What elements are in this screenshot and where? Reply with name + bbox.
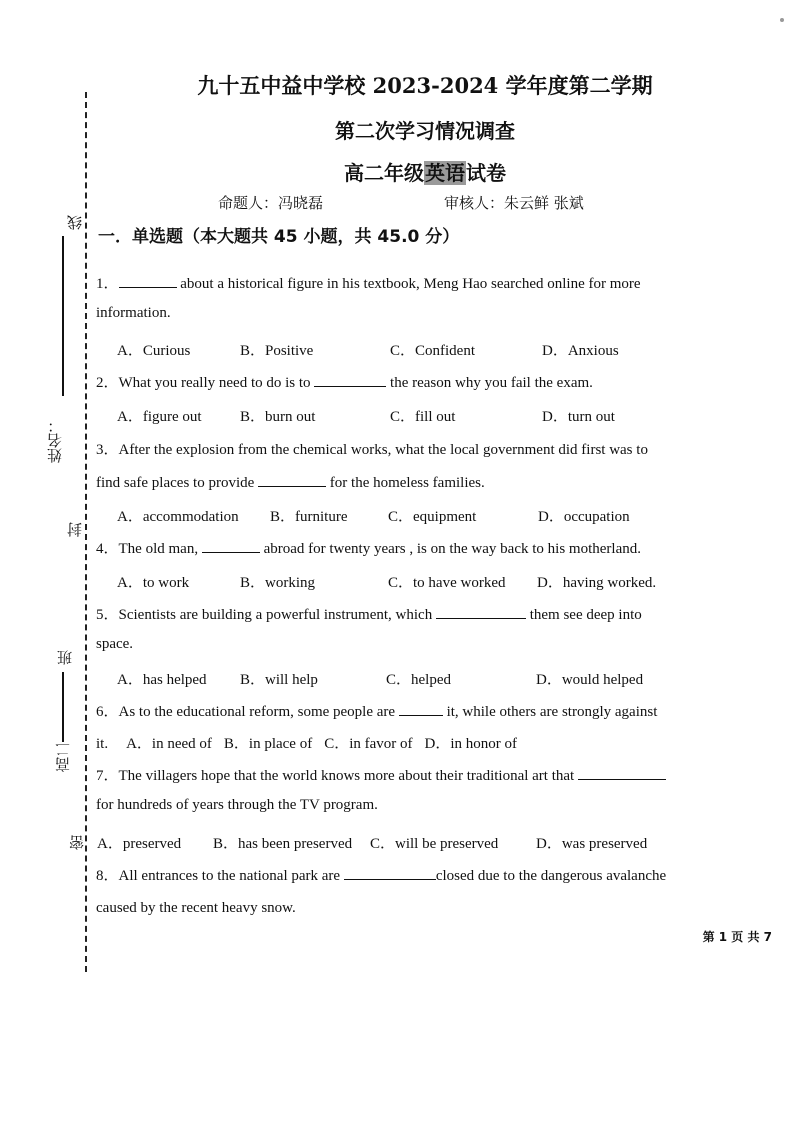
margin-label-name: 姓名： xyxy=(46,418,64,463)
answer-blank xyxy=(202,538,260,553)
answer-blank xyxy=(436,604,526,619)
question-5-cont: space. xyxy=(96,636,134,652)
exam-title xyxy=(0,157,794,186)
question-6-cont: it. A．in need of B．in place of C．in favor of D．in honor of xyxy=(96,736,518,752)
q4-option-d: D．having worked. xyxy=(537,575,657,591)
margin-label-mi: 密 xyxy=(68,835,86,850)
margin-label-xian: 线 xyxy=(66,215,84,230)
q2-option-d: D．turn out xyxy=(542,409,615,425)
answer-blank xyxy=(314,372,386,387)
margin-label-feng: 封 xyxy=(66,522,84,537)
setter: 命题人：冯晓磊 xyxy=(218,194,324,212)
q5-option-b: B．will help xyxy=(240,672,318,688)
scan-speck xyxy=(780,18,784,22)
q3-option-b: B．furniture xyxy=(270,509,348,525)
q2-option-a: A．figure out xyxy=(117,409,202,425)
q3-option-d: D．occupation xyxy=(538,509,630,525)
answer-blank xyxy=(344,865,436,880)
q4-option-b: B．working xyxy=(240,575,316,591)
question-3: 3．After the explosion from the chemical works, what the local government did first was to xyxy=(96,442,648,458)
survey-title: 第二次学习情况调查 xyxy=(335,119,515,143)
question-1: 1． about a historical figure in his textbook, Meng Hao searched online for more xyxy=(96,272,641,293)
q1-option-c: C．Confident xyxy=(390,343,475,359)
answer-blank xyxy=(578,765,666,780)
section-heading: 一．单选题（本大题共 45 小题，共 45.0 分） xyxy=(98,227,460,247)
q5-option-d: D．would helped xyxy=(536,672,644,688)
q3-option-c: C．equipment xyxy=(388,509,477,525)
q3-option-a: A．accommodation xyxy=(117,509,239,525)
q5-option-c: C．helped xyxy=(386,672,451,688)
q2-option-c: C．fill out xyxy=(390,409,456,425)
question-2: 2．What you really need to do is to the reason why you fail the exam. xyxy=(96,371,593,392)
class-write-line xyxy=(62,672,64,742)
margin-label-ban: 班 xyxy=(56,650,74,665)
reviewer: 审核人：朱云鲜 张斌 xyxy=(444,194,584,212)
q1-option-d: D．Anxious xyxy=(542,343,619,359)
q7-option-c: C．will be preserved xyxy=(370,836,499,852)
exam-title-subject: 英语 xyxy=(425,161,465,185)
question-8-cont: caused by the recent heavy snow. xyxy=(96,900,296,916)
school-term-title: 九十五中益中学校 2023-2024 学年度第二学期 xyxy=(197,73,653,98)
q2-option-b: B．burn out xyxy=(240,409,316,425)
q4-option-c: C．to have worked xyxy=(388,575,506,591)
q6-option-c: C．in favor of xyxy=(324,736,413,752)
q1-option-b: B．Positive xyxy=(240,343,314,359)
answer-blank xyxy=(119,273,177,288)
q6-option-a: A．in need of xyxy=(126,736,212,752)
q7-option-d: D．was preserved xyxy=(536,836,648,852)
q7-option-b: B．has been preserved xyxy=(213,836,353,852)
margin-label-grade: 高二 xyxy=(54,742,72,772)
question-8: 8．All entrances to the national park are closed due to the dangerous avalanche xyxy=(96,864,666,885)
question-3-cont: find safe places to provide for the homeless families. xyxy=(96,472,485,492)
exam-title-grade: 高二年级 xyxy=(344,161,424,185)
question-5: 5．Scientists are building a powerful instrument, which them see deep into xyxy=(96,603,642,624)
q4-option-a: A．to work xyxy=(117,575,190,591)
page-number: 第 1 页 共 7 xyxy=(702,930,772,944)
name-write-line xyxy=(62,236,64,396)
question-4: 4．The old man, abroad for twenty years , is on the way back to his motherland. xyxy=(96,537,641,558)
question-7-cont: for hundreds of years through the TV program. xyxy=(96,797,378,813)
q7-option-a: A．preserved xyxy=(97,836,182,852)
q6-option-d: D．in honor of xyxy=(424,736,518,752)
q6-option-b: B．in place of xyxy=(223,736,313,752)
question-1-cont: information. xyxy=(96,305,171,321)
answer-blank xyxy=(258,472,326,487)
q5-option-a: A．has helped xyxy=(117,672,207,688)
exam-title-paper: 试卷 xyxy=(466,161,506,185)
question-7: 7．The villagers hope that the world knows more about their traditional art that xyxy=(96,764,666,785)
q1-option-a: A．Curious xyxy=(117,343,191,359)
answer-blank xyxy=(399,701,443,716)
question-6: 6．As to the educational reform, some people are it, while others are strongly against xyxy=(96,700,657,721)
